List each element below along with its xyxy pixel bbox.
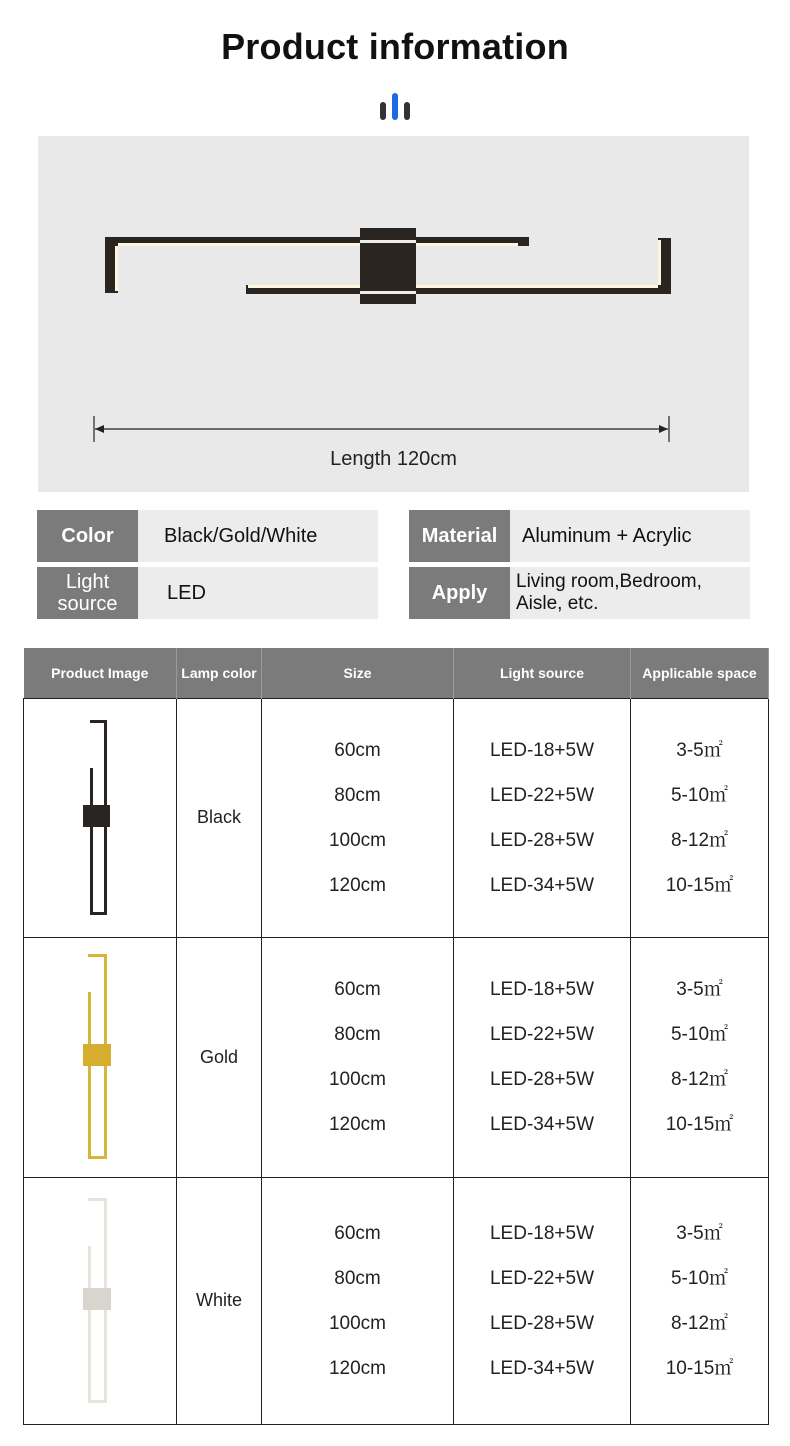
space-value: 3-5㎡ <box>676 979 723 1000</box>
source-value: LED-18+5W <box>489 739 595 761</box>
space-value: 5-10㎡ <box>670 1024 729 1045</box>
header-light-source: Light source <box>454 648 631 698</box>
lamp-color-black: Black <box>177 698 262 937</box>
product-image-white <box>24 1177 177 1424</box>
size-value: 60cm <box>334 739 381 761</box>
space-value: 8-12㎡ <box>670 1069 729 1090</box>
size-value: 60cm <box>334 979 381 1000</box>
header-product-image: Product Image <box>24 648 177 698</box>
source-value: LED-22+5W <box>489 1024 595 1045</box>
source-value: LED-34+5W <box>489 1357 595 1379</box>
spec-color-value: Black/Gold/White <box>138 510 378 562</box>
length-label: Length 120cm <box>330 448 457 470</box>
source-value: LED-18+5W <box>489 1222 595 1244</box>
lamp-illustration <box>38 136 749 492</box>
size-value: 100cm <box>328 1312 387 1334</box>
spec-color <box>37 510 378 562</box>
sources-white <box>454 1177 631 1424</box>
source-value: LED-28+5W <box>489 829 595 851</box>
space-value: 3-5㎡ <box>676 1222 723 1244</box>
space-value: 10-15㎡ <box>665 1114 734 1135</box>
product-image-black <box>24 698 177 937</box>
sources-gold <box>454 937 631 1177</box>
page-title: Product information <box>221 26 569 67</box>
sources-black <box>454 698 631 937</box>
space-value: 10-15㎡ <box>665 1357 734 1379</box>
gold-lamp-image <box>80 952 120 1162</box>
sizes-gold <box>262 937 454 1177</box>
spec-apply-key: Apply <box>409 567 510 619</box>
size-value: 100cm <box>328 1069 387 1090</box>
spec-apply-value <box>510 567 750 619</box>
size-value: 80cm <box>334 784 381 806</box>
size-value: 120cm <box>328 1357 387 1379</box>
sizes-white <box>262 1177 454 1424</box>
space-value: 10-15㎡ <box>665 874 734 896</box>
source-value: LED-18+5W <box>489 979 595 1000</box>
table-row <box>24 1177 769 1424</box>
spaces-black <box>631 698 769 937</box>
source-value: LED-34+5W <box>489 1114 595 1135</box>
table-header-row <box>24 648 769 698</box>
table-row <box>24 937 769 1177</box>
size-value: 60cm <box>334 1222 381 1244</box>
spec-material-key: Material <box>409 510 510 562</box>
source-value: LED-22+5W <box>489 784 595 806</box>
sizes-black <box>262 698 454 937</box>
spec-light-key-line1: Light <box>65 571 110 593</box>
size-value: 120cm <box>328 1114 387 1135</box>
spec-light-value: LED <box>138 567 378 619</box>
header-size: Size <box>262 648 454 698</box>
spec-apply-line1: Living room,Bedroom, <box>516 571 702 592</box>
space-value: 8-12㎡ <box>670 1312 729 1334</box>
spec-light-source <box>37 567 378 619</box>
spaces-white <box>631 1177 769 1424</box>
spaces-gold <box>631 937 769 1177</box>
header-lamp-color: Lamp color <box>177 648 262 698</box>
space-value: 3-5㎡ <box>676 739 723 761</box>
table-row <box>24 698 769 937</box>
bars-icon <box>379 93 411 121</box>
source-value: LED-34+5W <box>489 874 595 896</box>
black-lamp-image <box>80 718 120 918</box>
space-value: 5-10㎡ <box>670 1267 729 1289</box>
spec-apply-line2: Aisle, etc. <box>516 593 599 614</box>
spec-material-value: Aluminum + Acrylic <box>510 510 750 562</box>
size-value: 80cm <box>334 1024 381 1045</box>
spec-color-key: Color <box>37 510 138 562</box>
spec-light-key <box>37 567 138 619</box>
product-table <box>23 648 769 1425</box>
source-value: LED-22+5W <box>489 1267 595 1289</box>
source-value: LED-28+5W <box>489 1312 595 1334</box>
white-lamp-image <box>80 1196 120 1406</box>
size-value: 120cm <box>328 874 387 896</box>
lamp-color-gold: Gold <box>177 937 262 1177</box>
size-value: 80cm <box>334 1267 381 1289</box>
header-applicable-space: Applicable space <box>631 648 769 698</box>
size-value: 100cm <box>328 829 387 851</box>
lamp-color-white: White <box>177 1177 262 1424</box>
spec-light-key-line2: source <box>57 593 118 615</box>
source-value: LED-28+5W <box>489 1069 595 1090</box>
space-value: 8-12㎡ <box>670 829 729 851</box>
spec-material <box>409 510 750 562</box>
spec-apply <box>409 567 750 619</box>
product-hero-image <box>38 136 749 492</box>
space-value: 5-10㎡ <box>670 784 729 806</box>
product-image-gold <box>24 937 177 1177</box>
